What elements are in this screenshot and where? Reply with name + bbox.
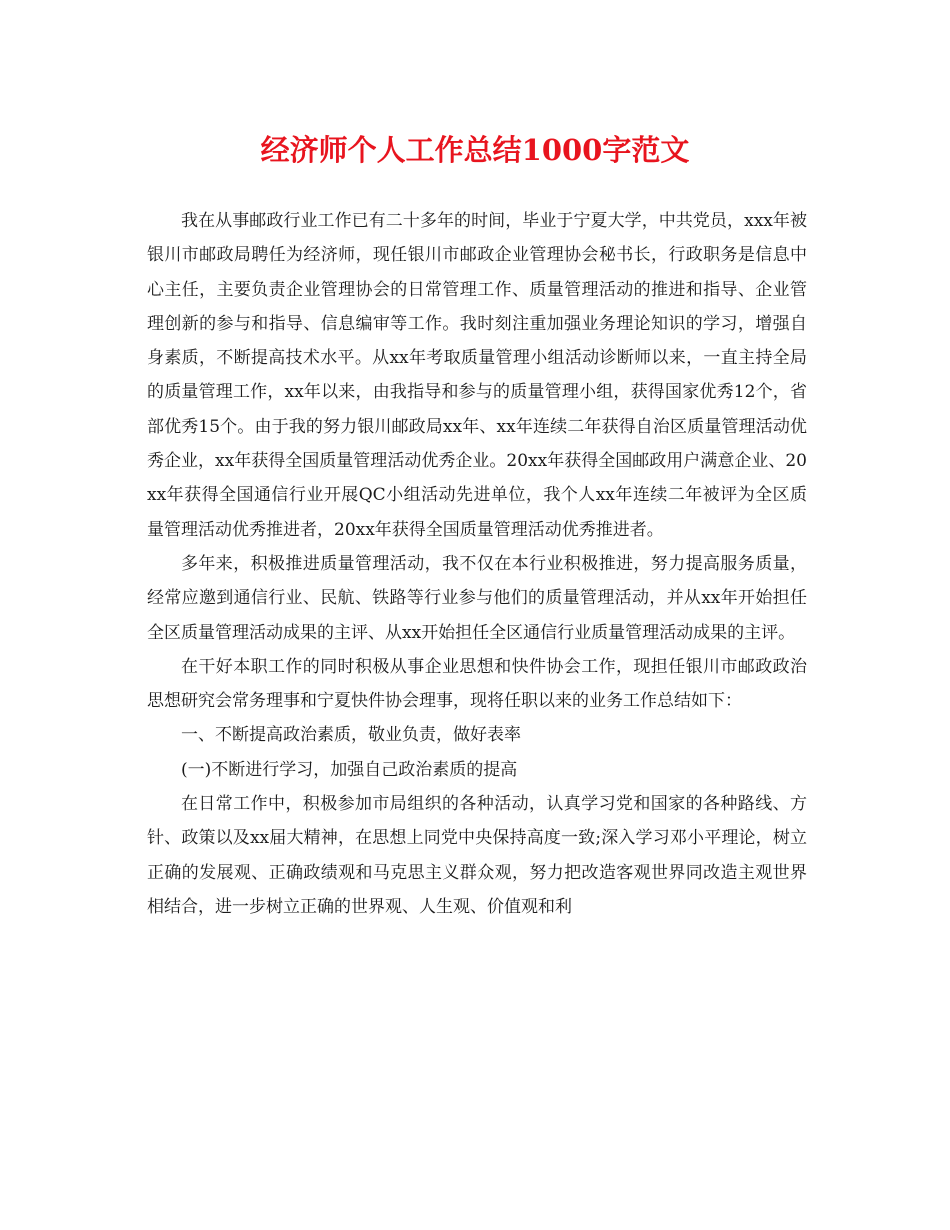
section-heading-1: 一、不断提高政治素质，敬业负责，做好表率 [181, 725, 521, 746]
document-title: 经济师个人工作总结1000字范文 [260, 133, 690, 167]
paragraph-daily-work: 在日常工作中，积极参加市局组织的各种活动，认真学习党和国家的各种路线、方针、政策以及xx届大精神，在思想上同党中央保持高度一致;深入学习邓小平理论，树立正确的发展观、正确政绩观和马克思主义群众观，努力把改造客观世界同改造主观世界相结合，进一步树立正确的世界观、人生观、价值观和利 [147, 794, 807, 917]
subsection-heading-1: (一)不断进行学习，加强自己政治素质的提高 [181, 759, 518, 780]
paragraph-association-work: 在干好本职工作的同时积极从事企业思想和快件协会工作，现担任银川市邮政政治思想研究会常务理事和宁夏快件协会理事，现将任职以来的业务工作总结如下： [147, 656, 807, 712]
paragraph-quality-promotion: 多年来，积极推进质量管理活动，我不仅在本行业积极推进，努力提高服务质量，经常应邀到通信行业、民航、铁路等行业参与他们的质量管理活动，并从xx年开始担任全区质量管理活动成果的主评、从xx开始担任全区通信行业质量管理活动成果的主评。 [147, 553, 807, 643]
paragraph-intro: 我在从事邮政行业工作已有二十多年的时间，毕业于宁夏大学，中共党员，xxx年被银川市邮政局聘任为经济师，现任银川市邮政企业管理协会秘书长，行政职务是信息中心主任，主要负责企业管理协会的日常管理工作、质量管理活动的推进和指导、企业管理创新的参与和指导、信息编审等工作。我时刻注重加强业务理论知识的学习，增强自身素质，不断提高技术水平。从xx年考取质量管理小组活动诊断师以来，一直主持全局的质量管理工作，xx年以来，由我指导和参与的质量管理小组，获得国家优秀12个，省部优秀15个。由于我的努力银川邮政局xx年、xx年连续二年获得自治区质量管理活动优秀企业，xx年获得全国质量管理活动优秀企业。20xx年获得全国邮政用户满意企业、20xx年获得全国通信行业开展QC小组活动先进单位，我个人xx年连续二年被评为全区质量管理活动优秀推进者，20xx年获得全国质量管理活动优秀推进者。 [147, 211, 807, 540]
document-body [147, 204, 807, 924]
